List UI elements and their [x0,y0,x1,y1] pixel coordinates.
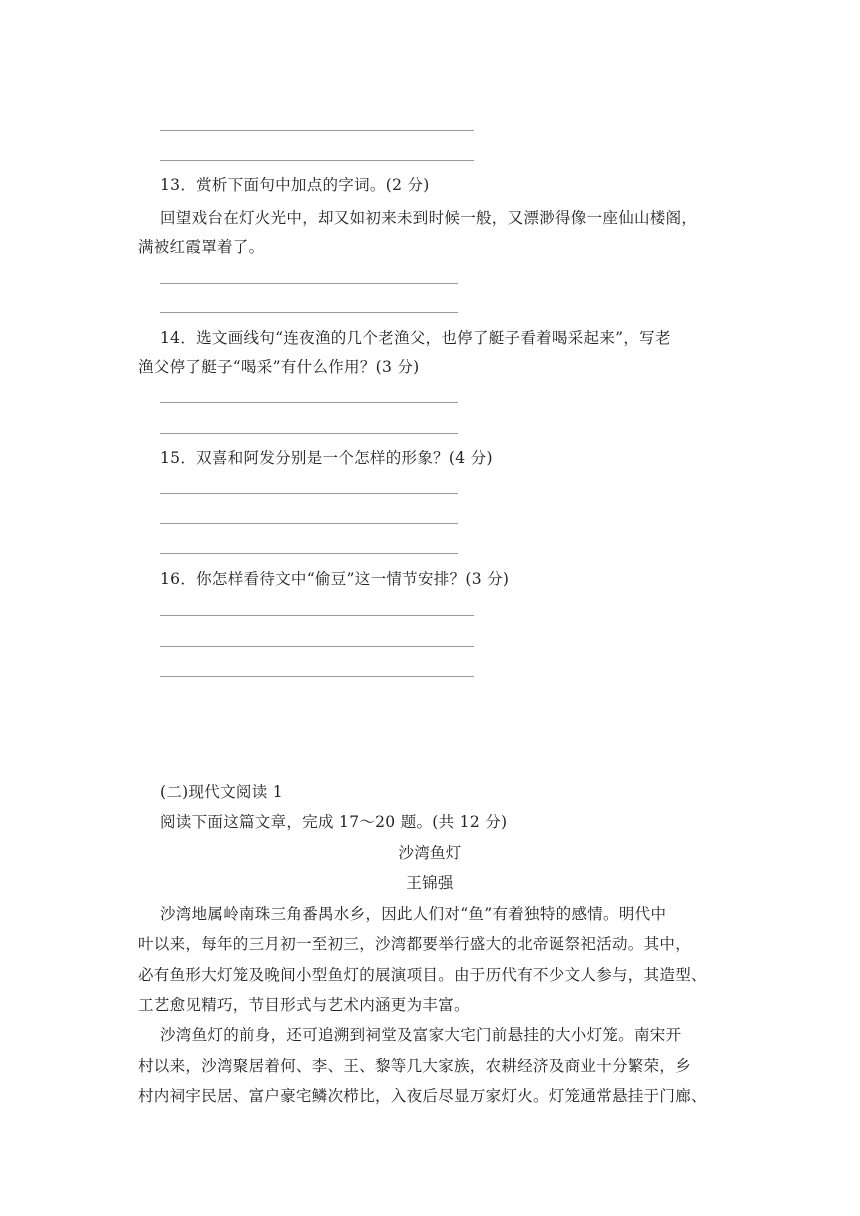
answer-line [160,646,474,647]
section-instruction: 阅读下面这篇文章，完成 17～20 题。(共 12 分) [160,813,508,831]
question-15-title: 15．双喜和阿发分别是一个怎样的形象？(4 分) [160,449,493,467]
answer-line [160,553,458,554]
answer-line [160,676,474,677]
paragraph-2-line: 沙湾鱼灯的前身，还可追溯到祠堂及富家大宅门前悬挂的大小灯笼。南宋开 [160,1026,682,1044]
article-author: 王锦强 [406,874,454,892]
answer-line [160,433,458,434]
answer-line [160,402,458,403]
paragraph-1-line: 叶以来，每年的三月初一至初三，沙湾都要举行盛大的北帝诞祭祀活动。其中， [138,935,692,953]
answer-line [160,283,458,284]
answer-line [160,615,474,616]
answer-line [160,130,474,131]
paragraph-2-line: 村以来，沙湾聚居着何、李、王、黎等几大家族，农耕经济及商业十分繁荣，乡 [138,1057,692,1075]
paragraph-2-line: 村内祠宇民居、富户豪宅鳞次栉比，入夜后尽显万家灯火。灯笼通常悬挂于门廊、 [138,1087,707,1105]
article-title: 沙湾鱼灯 [398,844,462,862]
section-heading: (二)现代文阅读 1 [160,783,283,801]
question-13-quote-line2: 满被红霞罩着了。 [138,238,265,256]
answer-line [160,160,474,161]
question-13-quote-line1: 回望戏台在灯火光中，却又如初来未到时候一般，又漂渺得像一座仙山楼阁， [160,209,698,227]
paragraph-1-line: 必有鱼形大灯笼及晚间小型鱼灯的展演项目。由于历代有不少文人参与，其造型、 [138,966,707,984]
question-13-title: 13．赏析下面句中加点的字词。(2 分) [160,176,430,194]
question-14-line1: 14．选文画线句“连夜渔的几个老渔父，也停了艇子看着喝采起来”，写老 [160,329,671,347]
question-14-line2: 渔父停了艇子“喝采”有什么作用？(3 分) [138,358,420,376]
answer-line [160,312,458,313]
answer-line [160,523,458,524]
answer-line [160,493,458,494]
paragraph-1-line: 工艺愈见精巧，节目形式与艺术内涵更为丰富。 [138,996,470,1014]
paragraph-1-line: 沙湾地属岭南珠三角番禺水乡，因此人们对“鱼”有着独特的感情。明代中 [160,905,667,923]
question-16-title: 16．你怎样看待文中“偷豆”这一情节安排？(3 分) [160,570,510,588]
